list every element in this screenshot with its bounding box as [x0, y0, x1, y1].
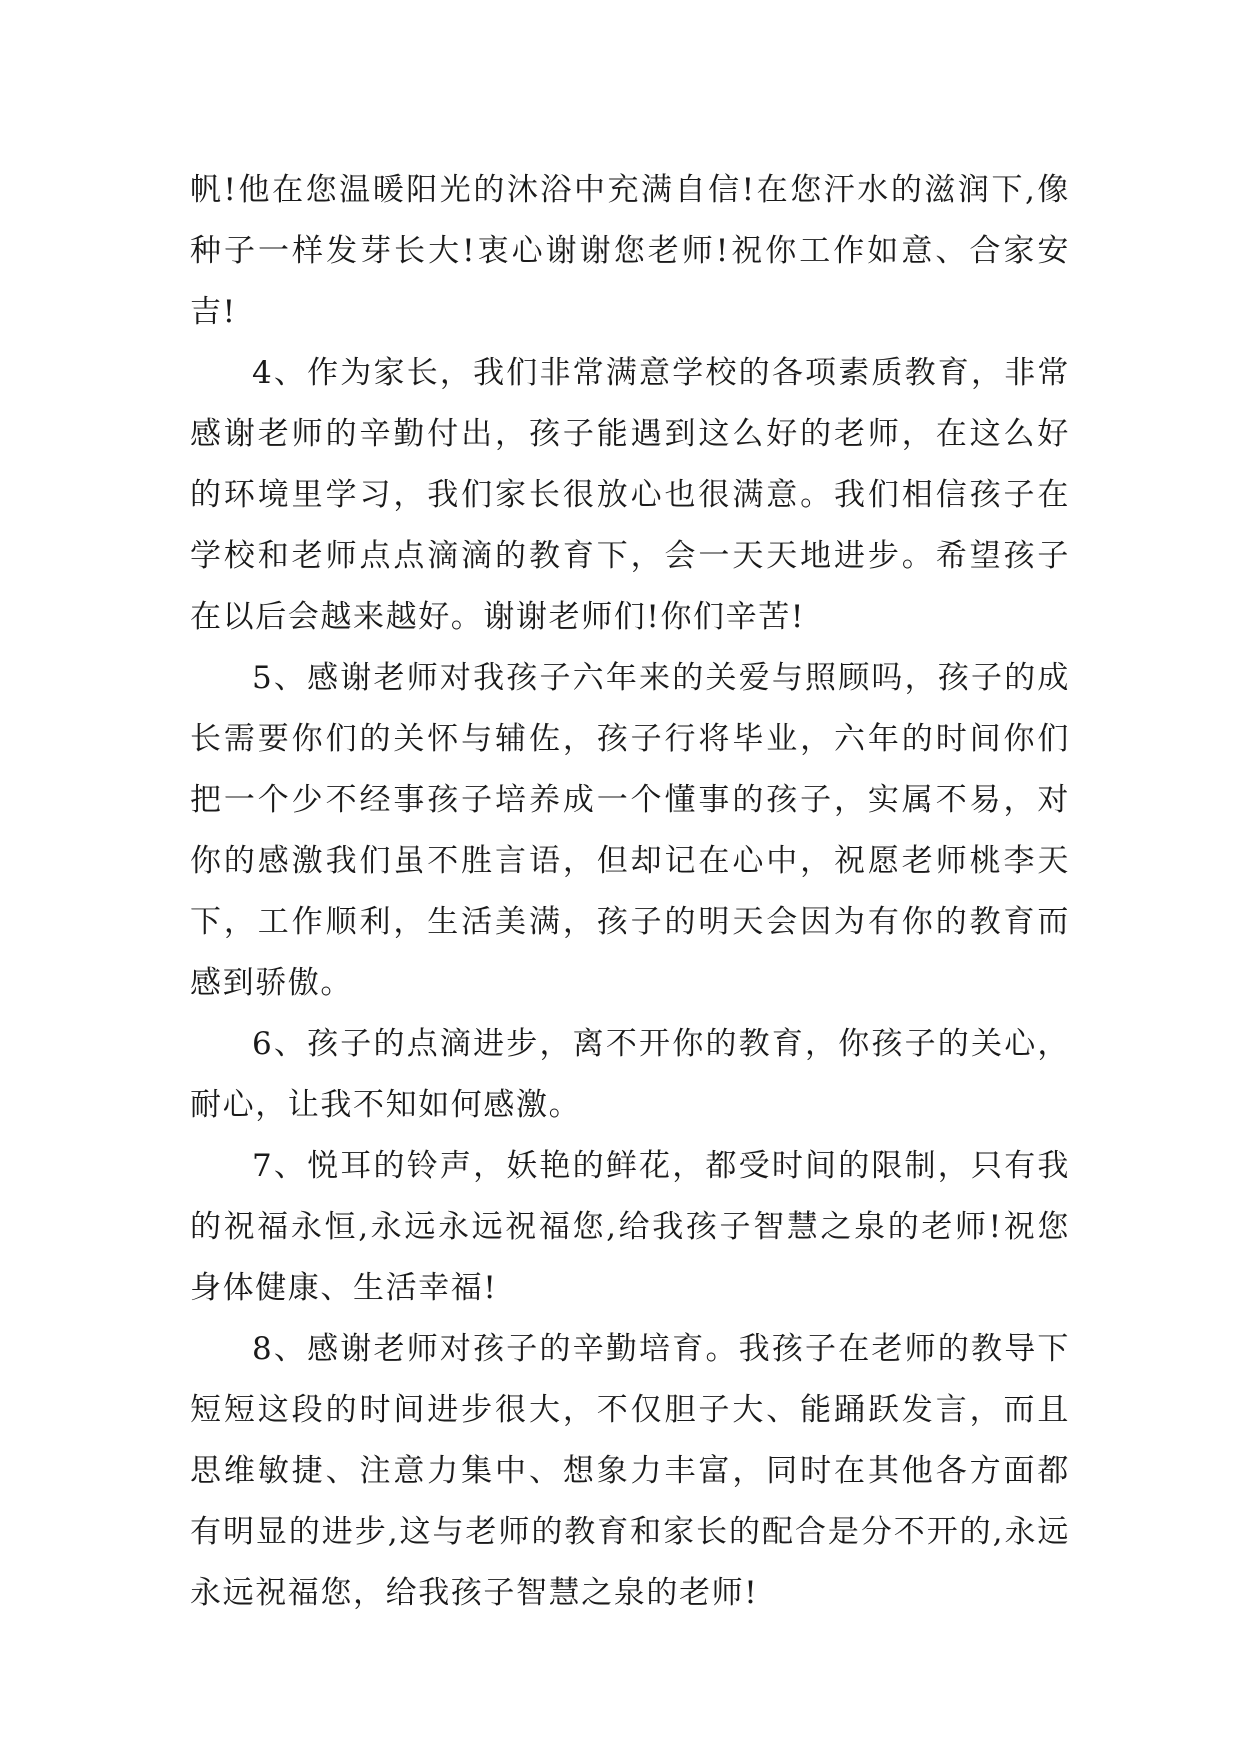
- paragraph-7: 7、悦耳的铃声，妖艳的鲜花，都受时间的限制，只有我的祝福永恒,永远永远祝福您,给我孩子智慧之泉的老师!祝您身体健康、生活幸福!: [190, 1148, 1070, 1306]
- paragraph-3-continuation: 帆!他在您温暖阳光的沐浴中充满自信!在您汗水的滋润下,像种子一样发芽长大!衷心谢谢您老师!祝你工作如意、合家安吉!: [190, 172, 1070, 330]
- paragraph-8: 8、感谢老师对孩子的辛勤培育。我孩子在老师的教导下短短这段的时间进步很大，不仅胆子大、能踊跃发言，而且思维敏捷、注意力集中、想象力丰富，同时在其他各方面都有明显的进步,这与老师的教育和家长的配合是分不开的,永远永远祝福您，给我孩子智慧之泉的老师!: [190, 1331, 1070, 1611]
- paragraph-5: 5、感谢老师对我孩子六年来的关爱与照顾吗，孩子的成长需要你们的关怀与辅佐，孩子行将毕业，六年的时间你们把一个少不经事孩子培养成一个懂事的孩子，实属不易，对你的感激我们虽不胜言语，但却记在心中，祝愿老师桃李天下，工作顺利，生活美满，孩子的明天会因为有你的教育而感到骄傲。: [190, 660, 1070, 1001]
- paragraph-6: 6、孩子的点滴进步，离不开你的教育，你孩子的关心，耐心，让我不知如何感激。: [190, 1026, 1070, 1123]
- document-body: [190, 160, 1070, 1624]
- paragraph-4: 4、作为家长，我们非常满意学校的各项素质教育，非常感谢老师的辛勤付出，孩子能遇到这么好的老师，在这么好的环境里学习，我们家长很放心也很满意。我们相信孩子在学校和老师点点滴滴的教育下，会一天天地进步。希望孩子在以后会越来越好。谢谢老师们!你们辛苦!: [190, 355, 1070, 635]
